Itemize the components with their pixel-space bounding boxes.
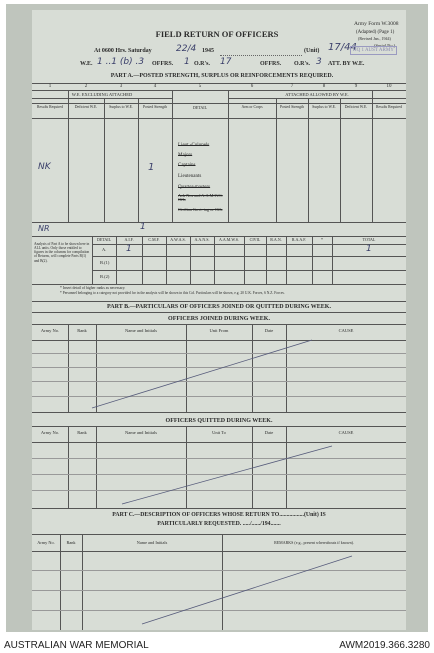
- analysis-header: CIVIL: [249, 237, 261, 242]
- unit-stamp: HQ 1 AUST ARMY: [350, 46, 397, 55]
- joined-col: Army No.: [40, 328, 60, 333]
- analysis-footnote-1: * Insert detail of higher ranks as necessary.: [60, 286, 126, 290]
- col-label: Arm or Corps: [241, 105, 263, 109]
- part-c-col: Army No.: [37, 540, 55, 545]
- analysis-header: C.M.F.: [148, 237, 160, 242]
- col-label: Deficient W.E.: [74, 105, 98, 109]
- detail-majors: Majors: [178, 153, 193, 158]
- part-b-heading: PART B.—PARTICULARS OF OFFICERS JOINED OR QUITTED DURING WEEK.: [107, 304, 331, 310]
- col-number: 9: [354, 84, 358, 89]
- quitted-col: CAUSE: [338, 430, 354, 435]
- joined-col: CAUSE: [338, 328, 354, 333]
- cancellation-strokes: [32, 10, 406, 630]
- offrs-value-handwritten: 1: [184, 57, 190, 67]
- cancel-stroke-part-b-joined: [92, 340, 312, 408]
- att-label: ATT. BY W.E.: [328, 61, 365, 67]
- col-number: 8: [322, 84, 326, 89]
- analysis-header: R.A.N.: [270, 237, 282, 242]
- col-number: 10: [386, 84, 392, 89]
- handwritten-1-second: 1: [140, 222, 146, 232]
- detail-lieutenants: Lieutenants: [178, 174, 202, 179]
- at-line: At 0600 Hrs. Saturday: [94, 48, 152, 54]
- offrs-label: OFFRS.: [152, 61, 174, 67]
- analysis-a-aif-value: 1: [126, 244, 132, 254]
- analysis-a-total-value: 1: [366, 244, 372, 254]
- year: 1945: [202, 48, 214, 54]
- quitted-col: Rank: [77, 430, 87, 435]
- part-c-col: Rank: [66, 540, 76, 545]
- col-label: Results Required: [36, 105, 64, 109]
- analysis-intro: Analysis of Part A to be shown here in ALL units. Only those entitled to figures in the columns for compilation of Returns, will complete Parts B(1) and B(2).: [34, 242, 90, 263]
- detail-quarter-masters: Quarter-masters: [178, 185, 211, 190]
- col-number: 6: [250, 84, 254, 89]
- ors-label: O.R's.: [194, 61, 211, 67]
- quitted-col: Unit To: [212, 430, 226, 435]
- footer-right: AWM2019.366.3280: [339, 640, 430, 651]
- offrs2-label: OFFRS.: [260, 61, 282, 67]
- attached-allowed-heading: ATTACHED ALLOWED BY W.E.: [285, 92, 349, 97]
- cancel-stroke-part-b-quitted: [122, 446, 332, 504]
- quitted-col: Army No.: [40, 430, 60, 435]
- quitted-col: Date: [264, 430, 274, 435]
- col-number: 4: [153, 84, 157, 89]
- joined-col: Rank: [77, 328, 87, 333]
- analysis-header: TOTAL: [362, 237, 376, 242]
- we-excluding-attached-heading: W.E. EXCLUDING ATTACHED: [71, 92, 133, 97]
- analysis-header: A.I.F.: [124, 237, 134, 242]
- detail-ack-nos: Ack Nos and A.A.M.W.S. Offs: [178, 193, 223, 203]
- serial-value-handwritten: 17/44: [328, 42, 357, 53]
- analysis-row-b1: B.(1): [100, 260, 110, 265]
- col-label: Posted Strength: [143, 105, 167, 109]
- army-form-adapted: (Adapted) (Page 1): [356, 30, 395, 35]
- part-c-col: Name and Initials: [136, 540, 168, 545]
- analysis-header: A.W.A.S.: [170, 237, 186, 242]
- col-label: Surplus to W.E.: [109, 105, 133, 109]
- joined-col: Unit From: [209, 328, 229, 333]
- analysis-row-b2: B.(2): [100, 274, 110, 279]
- analysis-row-a: A.: [102, 247, 107, 252]
- handwritten-nk: NK: [38, 162, 51, 172]
- col-number: 3: [119, 84, 123, 89]
- part-a-heading: PART A.—POSTED STRENGTH, SURPLUS OR REINFORCEMENTS REQUIRED.: [110, 73, 334, 79]
- army-form-number: Army Form W.3008: [354, 21, 399, 27]
- quitted-col: Name and Initials: [125, 430, 157, 435]
- at-date-handwritten: 22/4: [176, 44, 197, 54]
- analysis-header: A.A.M.W.S.: [219, 237, 239, 242]
- joined-col: Date: [264, 328, 274, 333]
- analysis-header: *: [321, 237, 323, 242]
- we-value-handwritten: 1 ..1 (b) .3: [97, 57, 145, 67]
- ors-value-handwritten: 17: [220, 57, 232, 67]
- part-c-col: REMARKS (e.g., present whereabouts if known).: [274, 540, 354, 545]
- att-value-handwritten: 3: [316, 57, 322, 67]
- analysis-header: DETAIL: [96, 237, 112, 242]
- joined-title: OFFICERS JOINED DURING WEEK.: [168, 316, 270, 322]
- detail-civilian: Civilian Govt. ing or Offs: [178, 207, 223, 212]
- col-label: Surplus to W.E.: [312, 105, 336, 109]
- col-label: Deficient W.E.: [344, 105, 368, 109]
- col-number: 5: [198, 84, 202, 89]
- footer-left: AUSTRALIAN WAR MEMORIAL: [4, 640, 149, 651]
- handwritten-nr: NR: [38, 224, 50, 233]
- col-label: DETAIL: [192, 105, 208, 110]
- serial-label: (Serial No.): [374, 43, 396, 48]
- unit-label: (Unit): [304, 48, 320, 54]
- analysis-footnote-2: * Personnel belonging to a category not provided for in the analysis will be shown in this Col. Particulars will be shown, e.g. 20 U.K. Forces, 6 N.Z. Forces.: [60, 291, 285, 295]
- col-label: Results Required: [375, 105, 403, 109]
- cancel-stroke-part-c: [142, 556, 352, 624]
- army-form-revised: (Revised Jan., 1944): [358, 36, 391, 41]
- detail-captains: Captains: [178, 163, 196, 168]
- quitted-title: OFFICERS QUITTED DURING WEEK.: [165, 418, 273, 424]
- col-number: 2: [84, 84, 88, 89]
- form-title: FIELD RETURN OF OFFICERS: [155, 29, 279, 39]
- col-number: 1: [48, 84, 52, 89]
- joined-col: Name and Initials: [125, 328, 157, 333]
- col-number: 7: [290, 84, 294, 89]
- col-label: Posted Strength: [280, 105, 304, 109]
- we-label: W.E.: [80, 61, 93, 67]
- ors2-label: O.R's.: [294, 61, 311, 67]
- part-c-heading-line-1: PART C.—DESCRIPTION OF OFFICERS WHOSE RETURN TO.................(Unit) IS: [112, 512, 326, 518]
- form-paper: [32, 10, 406, 630]
- analysis-header: A.A.N.S.: [194, 237, 210, 242]
- analysis-header: R.A.A.F.: [291, 237, 307, 242]
- footer: [0, 638, 434, 653]
- detail-lieut-colonels: Lieut.-Colonels: [178, 143, 210, 148]
- handwritten-posted-1: 1: [148, 162, 155, 173]
- part-c-heading-line-2: PARTICULARLY REQUESTED. ...../....../194.......: [157, 521, 281, 527]
